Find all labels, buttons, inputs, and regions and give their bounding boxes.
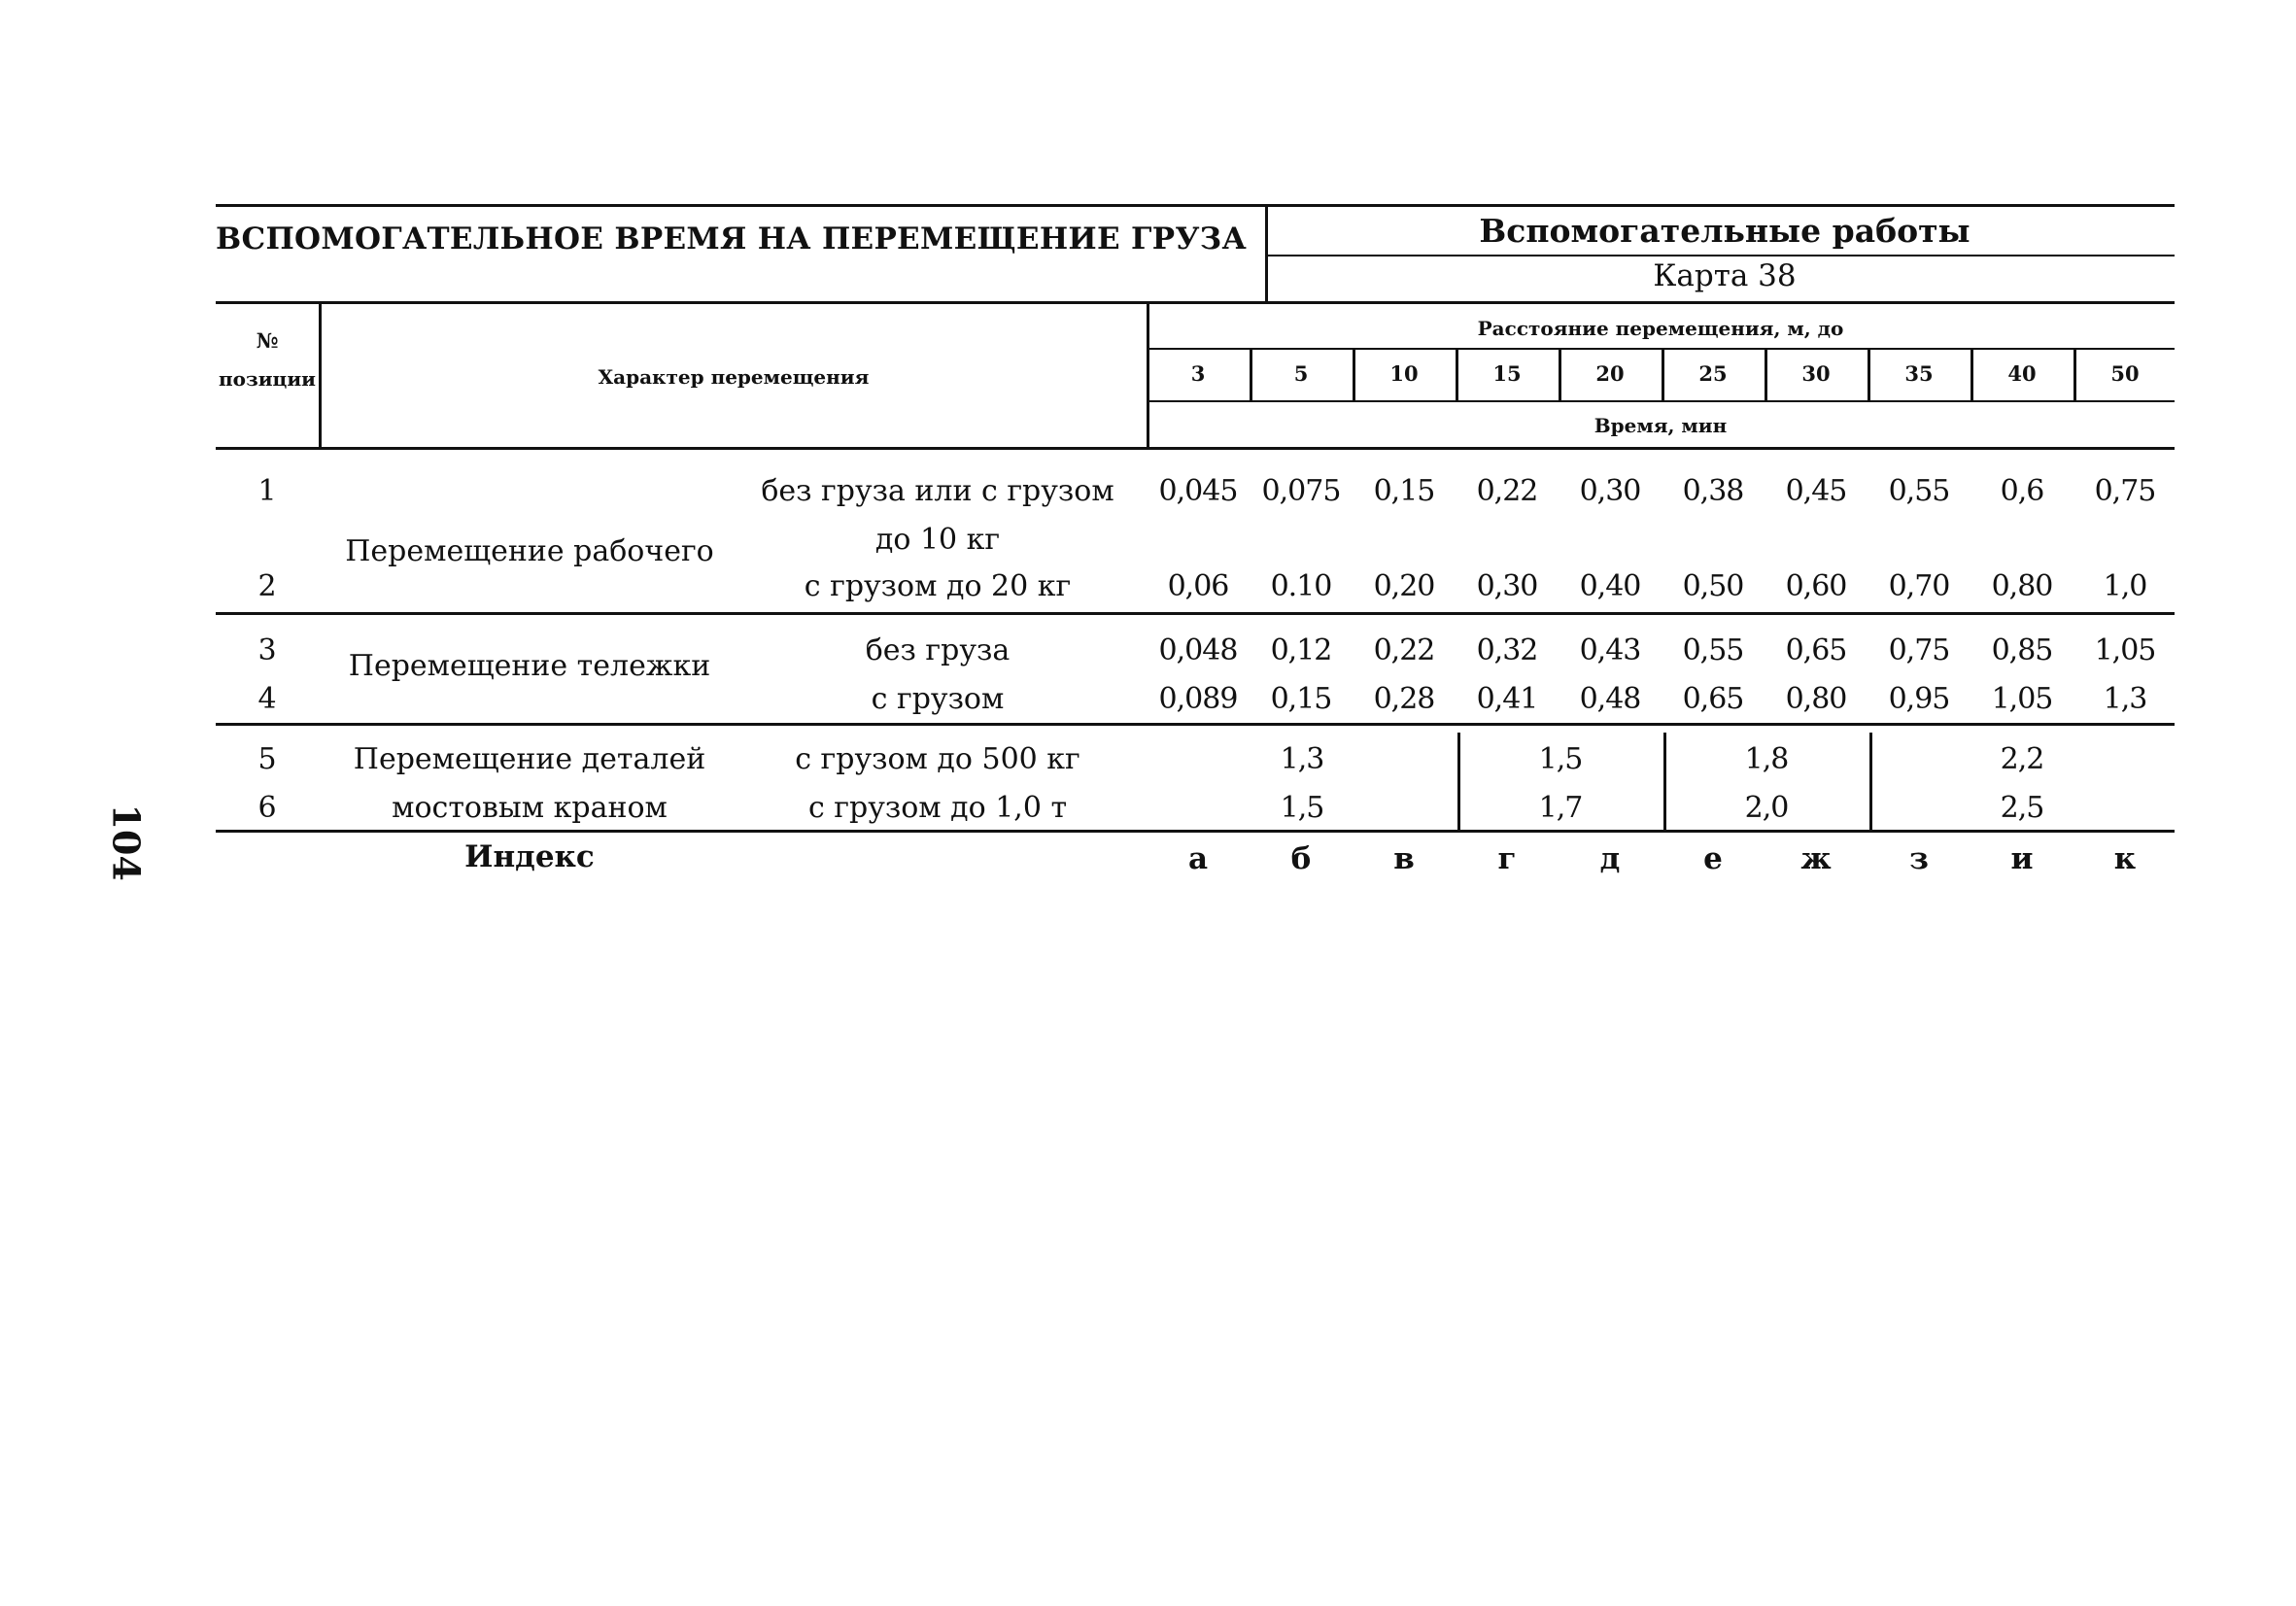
time-value: 0,22	[1476, 474, 1538, 508]
index-letter: ж	[1800, 841, 1832, 876]
time-header: Время, мин	[1593, 414, 1728, 437]
time-value: 0,15	[1270, 682, 1332, 716]
time-value: 1,05	[2094, 633, 2156, 667]
distance-value: 3	[1190, 361, 1206, 386]
time-value: 0,65	[1682, 682, 1744, 716]
row-6-condition: с грузом до 1,0 т	[807, 791, 1068, 825]
movement-type-header: Характер перемещения	[598, 365, 870, 389]
time-value: 0,80	[1785, 682, 1847, 716]
distance-value: 35	[1904, 361, 1934, 386]
index-letter: б	[1290, 841, 1312, 876]
time-value: 0,20	[1373, 569, 1435, 603]
index-label: Индекс	[464, 839, 595, 874]
time-value: 0,45	[1785, 474, 1847, 508]
distance-cell-divider	[1868, 350, 1870, 400]
time-value: 0,28	[1373, 682, 1435, 716]
distance-value: 50	[2110, 361, 2140, 386]
time-value: 0,38	[1682, 474, 1744, 508]
crane-time-value: 1,5	[1538, 742, 1583, 776]
position-no-symbol: №	[256, 328, 279, 353]
time-value: 0,85	[1991, 633, 2053, 667]
time-value: 0,6	[2000, 474, 2044, 508]
group-crane-movement-cont: мостовым краном	[392, 791, 668, 825]
time-value: 0,43	[1579, 633, 1641, 667]
distance-value: 10	[1389, 361, 1419, 386]
distance-label-rule	[1147, 348, 2175, 350]
document-title: ВСПОМОГАТЕЛЬНОЕ ВРЕМЯ НА ПЕРЕМЕЩЕНИЕ ГРУЗА	[216, 222, 1248, 256]
row-5-condition: с грузом до 500 кг	[795, 742, 1080, 776]
index-letter: и	[2010, 841, 2034, 876]
distance-cell-divider	[2073, 350, 2076, 400]
index-letter: з	[1909, 841, 1929, 876]
group-crane-movement: Перемещение деталей	[353, 742, 706, 776]
time-value: 0,30	[1476, 569, 1538, 603]
table-bottom-rule	[216, 830, 2175, 833]
time-value: 0,12	[1270, 633, 1332, 667]
title-bottom-rule	[216, 301, 2175, 304]
index-letter: к	[2113, 841, 2137, 876]
row-3-number: 3	[257, 633, 277, 667]
time-value: 0,22	[1373, 633, 1435, 667]
distance-header: Расстояние перемещения, м, до	[1477, 317, 1844, 340]
time-value: 0,75	[2094, 474, 2156, 508]
section-card-rule	[1265, 255, 2175, 256]
crane-time-value: 1,8	[1744, 742, 1789, 776]
group-worker-movement: Перемещение рабочего	[345, 534, 714, 568]
time-value: 0,48	[1579, 682, 1641, 716]
time-value: 1,0	[2103, 569, 2147, 603]
header-bottom-rule	[216, 447, 2175, 450]
time-value: 1,05	[1991, 682, 2053, 716]
time-value: 0,50	[1682, 569, 1744, 603]
row-1-number: 1	[257, 474, 277, 508]
distance-value: 20	[1595, 361, 1625, 386]
time-value: 0,089	[1158, 682, 1238, 716]
distance-cell-divider	[1250, 350, 1252, 400]
time-value: 0,65	[1785, 633, 1847, 667]
time-value: 0,60	[1785, 569, 1847, 603]
crane-time-value: 1,7	[1538, 791, 1583, 825]
row-1-condition: без груза или с грузом	[761, 474, 1114, 508]
row-6-number: 6	[257, 791, 277, 825]
row-2-condition: с грузом до 20 кг	[804, 569, 1072, 603]
row-2-number: 2	[257, 569, 277, 603]
row-4-condition: с грузом	[871, 682, 1005, 716]
distance-values-rule	[1147, 400, 2175, 402]
time-value: 0,75	[1888, 633, 1950, 667]
distance-cell-divider	[1970, 350, 1973, 400]
distance-value: 40	[2007, 361, 2037, 386]
row-3-condition: без груза	[865, 633, 1011, 667]
row-1-condition-cont: до 10 кг	[874, 523, 1001, 557]
time-value: 0,32	[1476, 633, 1538, 667]
time-value: 0,55	[1888, 474, 1950, 508]
time-value: 0,95	[1888, 682, 1950, 716]
top-rule	[216, 204, 2175, 207]
distance-value: 30	[1801, 361, 1831, 386]
index-letter: е	[1703, 841, 1723, 876]
crane-time-value: 2,2	[2000, 742, 2044, 776]
time-value: 0,80	[1991, 569, 2053, 603]
row-4-number: 4	[257, 682, 277, 716]
page-number: 104	[104, 803, 149, 881]
time-value: 0,06	[1167, 569, 1229, 603]
crane-time-value: 1,5	[1280, 791, 1324, 825]
index-letter: г	[1497, 841, 1517, 876]
distance-value: 15	[1492, 361, 1522, 386]
time-value: 0,048	[1158, 633, 1238, 667]
card-number: Карта 38	[1653, 258, 1797, 293]
title-divider	[1265, 204, 1268, 301]
group-2-rule	[216, 723, 2175, 726]
time-value: 1,3	[2103, 682, 2147, 716]
group-1-rule	[216, 612, 2175, 615]
crane-time-value: 2,0	[1744, 791, 1789, 825]
position-no-label: позиции	[218, 367, 317, 391]
time-value: 0,70	[1888, 569, 1950, 603]
time-value: 0,41	[1476, 682, 1538, 716]
distance-value: 25	[1698, 361, 1728, 386]
time-value: 0.10	[1270, 569, 1332, 603]
row-5-number: 5	[257, 742, 277, 776]
time-value: 0,30	[1579, 474, 1641, 508]
crane-time-value: 2,5	[2000, 791, 2044, 825]
section-title: Вспомогательные работы	[1479, 212, 1970, 250]
distance-cell-divider	[1456, 350, 1458, 400]
distance-cell-divider	[1765, 350, 1767, 400]
time-value: 0,045	[1158, 474, 1238, 508]
crane-time-value: 1,3	[1280, 742, 1324, 776]
distance-cell-divider	[1353, 350, 1355, 400]
distance-cell-divider	[1559, 350, 1561, 400]
distance-value: 5	[1293, 361, 1309, 386]
time-value: 0,075	[1261, 474, 1341, 508]
index-letter: а	[1187, 841, 1209, 876]
index-letter: д	[1599, 841, 1621, 876]
time-value: 0,55	[1682, 633, 1744, 667]
distance-cell-divider	[1662, 350, 1664, 400]
time-value: 0,15	[1373, 474, 1435, 508]
group-trolley-movement: Перемещение тележки	[348, 649, 711, 683]
time-value: 0,40	[1579, 569, 1641, 603]
index-letter: в	[1393, 841, 1415, 876]
